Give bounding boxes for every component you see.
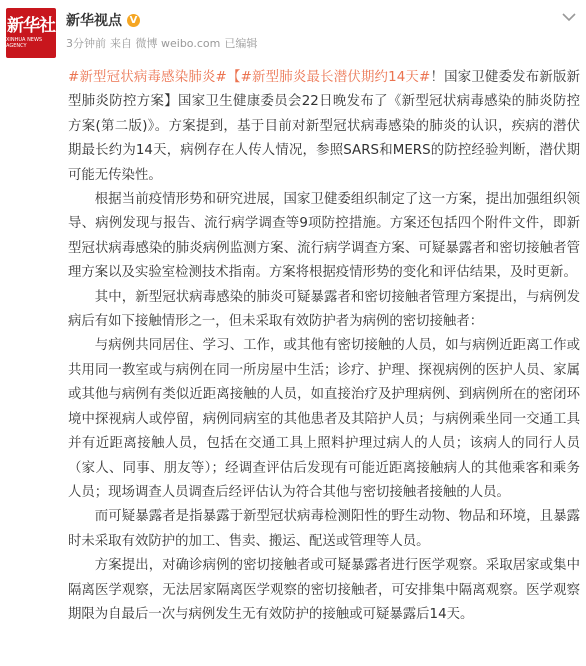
avatar-logo-subtext: XINHUA NEWS AGENCY (6, 37, 43, 49)
paragraph-1-text: ！国家卫健委发布新版新型肺炎防控方案】国家卫生健康委员会22日晚发布了《新型冠状病毒感染的肺炎防控方案(第二版)》。方案提到，基于目前对新型冠状病毒感染的肺炎的认识，疾病的潜伏期最长约为14天，病例存在人传人情况，参照SARS和MERS的防控经验判断，潜伏期可能无传染性。 (68, 70, 580, 183)
post-meta (66, 35, 261, 51)
paragraph-3: 其中，新型冠状病毒感染的肺炎可疑暴露者和密切接触者管理方案提出，与病例发病后有如下接触情形之一，但未采取有效防护者为病例的密切接触者： (68, 289, 580, 330)
paragraph-4: 与病例共同居住、学习、工作，或其他有密切接触的人员，如与病例近距离工作或共用同一教室或与病例在同一所房屋中生活；诊疗、护理、探视病例的医护人员、家属或其他与病例有类似近距离接触的人员，如直接治疗及护理病例、到病例所在的密闭环境中探视病人或停留，病例同病室的其他患者及其陪护人员；与病例乘坐同一交通工具并有近距离接触人员，包括在交通工具上照料护理过病人的人员；该病人的同行人员（家人、同事、朋友等）；经调查评估后发现有可能近距离接触病人的其他乘客和乘务人员；现场调查人员调查后经评估认为符合其他与密切接触者接触的人员。 (68, 338, 580, 500)
avatar[interactable] (6, 8, 56, 58)
name-row (66, 10, 140, 30)
post-time[interactable]: 3分钟前 (66, 37, 106, 50)
edited-label[interactable]: 已编辑 (224, 37, 258, 50)
topic-link-2[interactable]: 【#新型肺炎最长潜伏期约14天# (226, 70, 431, 85)
paragraph-1 (68, 66, 580, 188)
username-link[interactable]: 新华视点 (66, 13, 122, 29)
avatar-logo-text: 新华社 (7, 16, 55, 36)
topic-link-1[interactable]: #新型冠状病毒感染肺炎# (68, 70, 227, 85)
paragraph-6: 方案提出，对确诊病例的密切接触者或可疑暴露者进行医学观察。采取居家或集中隔离医学观察，无法居家隔离医学观察的密切接触者，可安排集中隔离观察。医学观察期限为自最后一次与病例发生无有效防护的接触或可疑暴露后14天。 (68, 558, 580, 622)
post-content (68, 66, 580, 627)
paragraph-2: 根据当前疫情形势和研究进展，国家卫健委组织制定了这一方案，提出加强组织领导、病例发现与报告、流行病学调查等9项防控措施。方案还包括四个附件文件，即新型冠状病毒感染的肺炎病例监测方案、流行病学调查方案、可疑暴露者和密切接触者管理方案以及实验室检测技术指南。方案将根据疫情形势的变化和评估结果，及时更新。 (68, 192, 580, 281)
post-header (0, 0, 586, 64)
post-source[interactable]: 来自 微博 weibo.com (110, 37, 221, 50)
chevron-down-icon[interactable] (562, 12, 576, 22)
verified-badge-icon: V (127, 14, 140, 27)
paragraph-5: 而可疑暴露者是指暴露于新型冠状病毒检测阳性的野生动物、物品和环境，且暴露时未采取有效防护的加工、售卖、搬运、配送或管理等人员。 (68, 509, 580, 549)
